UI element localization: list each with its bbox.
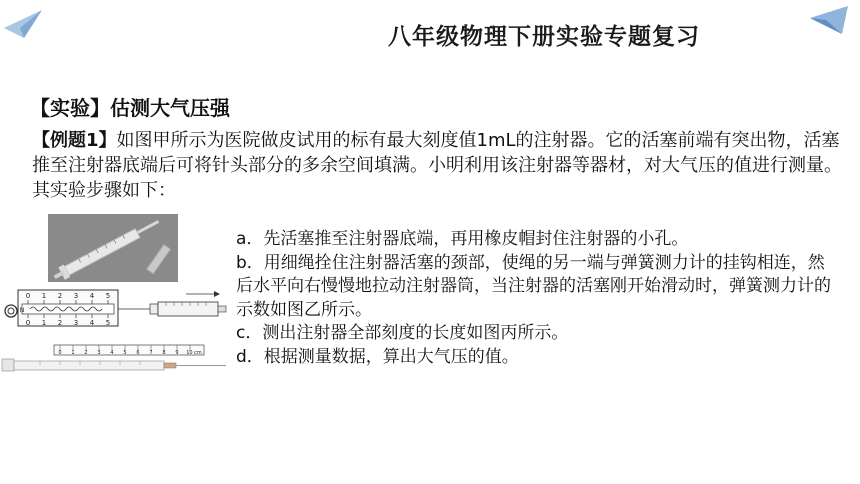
paper-plane-icon [808,4,852,38]
scale-b-label: 2 [57,319,63,327]
ruler-c-label: 3 [97,350,101,356]
ruler-c-label: 7 [149,350,153,356]
scale-b-label: 4 [89,319,95,327]
ruler-c-label: 10 cm [186,350,202,356]
step-d: d．根据测量数据，算出大气压的值。 [236,346,519,367]
ruler-c-label: 9 [175,350,179,356]
scale-b-label: 1 [41,292,47,300]
scale-b-label: 5 [105,319,111,327]
scale-b-label: 4 [89,292,95,300]
scale-b-label: 5 [105,292,111,300]
step-a: a．先活塞推至注射器底端，再用橡皮帽封住注射器的小孔。 [236,229,689,249]
page-title: 八年级物理下册实验专题复习 [388,24,700,50]
scale-b-unit: N [19,307,25,314]
scale-b-label: 0 [25,292,31,300]
ruler-c-label: 5 [123,350,127,356]
steps-list [236,228,836,369]
ruler-c-label: 4 [110,350,114,356]
step-c: c．测出注射器全部刻度的长度如图丙所示。 [236,323,569,343]
spring-scale-figure [0,282,232,332]
section-title: 【实验】估测大气压强 [30,96,230,120]
syringe-photo-figure [48,214,178,282]
paper-plane-icon [2,6,46,40]
scale-b-label: 3 [73,319,79,327]
ruler-c-label: 6 [136,350,140,356]
step-b: b．用细绳拴住注射器活塞的颈部，使绳的另一端与弹簧测力计的挂钩相连，然后水平向右慢慢地拉动注射器筒，当注射器的活塞刚开始滑动时，弹簧测力计的示数如图乙所示。 [236,252,831,320]
ruler-c-label: 2 [84,350,88,356]
scale-b-label: 3 [73,292,79,300]
scale-b-label: 1 [41,319,47,327]
scale-b-label: 2 [57,292,63,300]
ruler-c-label: 8 [162,350,166,356]
problem-text [32,128,847,203]
problem-label: 【例题1】 [32,130,117,151]
ruler-c-label: 0 [58,350,62,356]
ruler-c-label: 1 [71,350,75,356]
ruler-syringe-figure [0,343,232,375]
scale-b-label: 0 [25,319,31,327]
problem-body: 如图甲所示为医院做皮试用的标有最大刻度值1mL的注射器。它的活塞前端有突出物，活塞推至注射器底端后可将针头部分的多余空间填满。小明利用该注射器等器材，对大气压的值进行测量。其实验步骤如下： [32,130,842,201]
